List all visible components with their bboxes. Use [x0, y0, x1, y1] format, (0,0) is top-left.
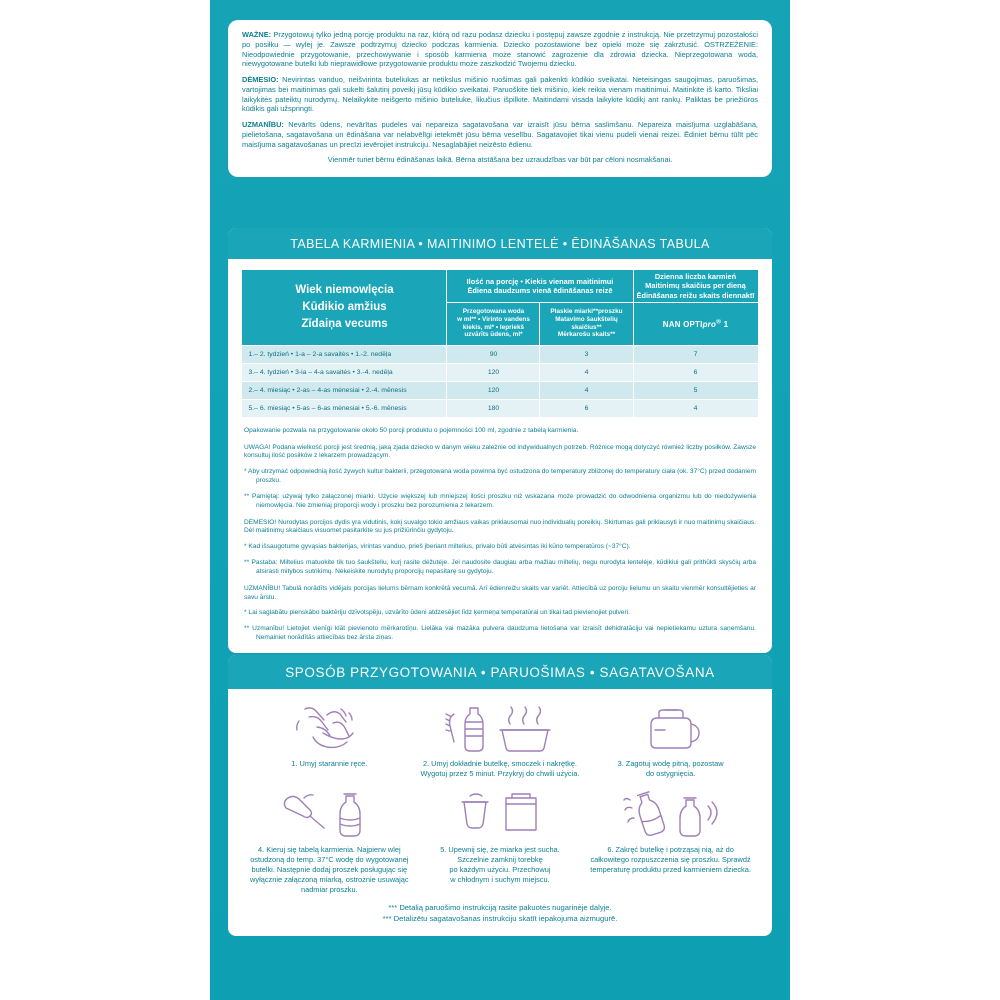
preparation-step	[415, 781, 586, 897]
feeding-table-panel	[228, 228, 772, 653]
note-lv-star1: * Lai saglabātu pienskābo baktēriju dzīvotspēju, uzvārīto ūdeni atdzesējiet līdz ķermeņa temperatūrai un tikai tad pievienojiet pulveri.	[244, 609, 630, 617]
bottle-brush-pot-icon	[419, 701, 582, 755]
row-0-age: 1.– 2. tydzień • 1-a – 2-a savaitės • 1.-2. nedēļa	[242, 345, 447, 363]
header-count-line1: Dzienna liczba karmień	[654, 272, 737, 281]
preparation-step	[244, 781, 415, 897]
row-3-scoops: 6	[540, 399, 633, 417]
product-name-italic: pro	[702, 319, 717, 329]
warning-lead-lt: DĖMESIO:	[242, 75, 279, 85]
header-water-line4: uzvārīts ūdens, ml*	[464, 331, 523, 339]
row-0-feeds: 7	[633, 345, 758, 363]
preparation-step	[585, 695, 756, 781]
feeding-table-title: TABELA KARMIENIA • MAITINIMO LENTELĖ • ĒDINĀŠANAS TABULA	[228, 228, 772, 259]
note-lt-star1: * Kad išsaugotume gyvąsias bakterijas, virintas vanduo, prieš įberiant miltelius, privalo būti atvėsintas iki kūno temperatūros (~37°C).	[244, 543, 631, 551]
preparation-footer	[228, 902, 772, 924]
row-1-age: 3.– 4. tydzień • 3-ia – 4-a savaitės • 3.-4. nedēļa	[242, 363, 447, 381]
shake-bottle-icon	[589, 787, 752, 841]
note-demesio-lt: DĖMESIO! Nurodytas porcijos dydis yra vidutinis, kokį suvalgo tokio amžiaus vaikas priklausomai nuo individualių poreikių. Skirtumas gali priklausyti ir nuo maitinimų skaičiaus. Dėl maitinimų skaičiaus visuomet pasitarkite su jus prižiūrinčiu gydytoju.	[244, 518, 756, 535]
header-water-column	[447, 302, 540, 345]
warning-text-lv: Nevārīts ūdens, nevārītas pudeles vai nepareiza sagatavošana var izraisīt jūsu bērna saslimšanu. Nepareiza maisījuma uzglabāšana, pielietošana, sagatavošana un ēdināšana var nelabvēlīgi ietekmēt jūsu bērna veselību. Sagatavojiet tikai vienu pudeli vienai reizei. Ēdiniet bērnu tūlīt pēc maisījuma sagatavošanas un precīzi ievērojiet instrukciju. Nesaglabājiet neizēsto ēdienu.	[242, 120, 758, 149]
label-background	[210, 0, 790, 1000]
warning-text-lt: Nevirintas vanduo, neišvirinta buteliukas ar netikslus mišinio ruošimas gali pakenkti kūdikio sveikatai. Neteisingas saugojimas, paruošimas, vartojimas bei maitinimas gali sukelti šalutinį poveikį jūsų kūdikio sveikatai. Paruoškite tiek mišinio, kiek reikia vienam maitinimui. Maitinkite iš karto. Tiksliai laikykitės pateiktų nurodymų. Nelaikykite neišgerto mišinio buteliuke, likučius išpilkite. Maitindami visada laikykite kūdikį ant rankų. Paliktas be priežiūros kūdikis gali užspringti.	[242, 75, 758, 114]
header-water-line3: kiekis, ml* • Iepriekš	[462, 323, 525, 331]
header-scoops-line2: Matavimo šaukštelių	[555, 316, 618, 324]
preparation-step-caption: 3. Zagotuj wodę pitną, pozostaw do ostygnięcia.	[617, 759, 724, 778]
row-2-scoops: 4	[540, 381, 633, 399]
scoop-bottle-icon	[248, 787, 411, 841]
preparation-step-caption: 1. Umyj starannie ręce.	[291, 759, 368, 768]
preparation-footer-lv: *** Detalizētu sagatavošanas instrukciju skatīt iepakojuma aizmugurē.	[382, 914, 618, 924]
warning-block-lv	[242, 120, 758, 149]
preparation-step-caption: 6. Zakręć butelkę i potrząsaj nią, aż do całkowitego rozpuszczenia się proszku. Sprawdź temperaturę produktu przed karmieniem dziecka.	[590, 844, 751, 874]
header-age-lv: Zīdaiņa vecums	[301, 317, 388, 330]
header-count-line3: Ēdināšanas reižu skaits diennaktī	[636, 290, 755, 300]
warning-block-lt	[242, 75, 758, 114]
row-2-age: 2.– 4. miesiąc • 2-as – 4-as mėnesiai • 2.-4. mēnesis	[242, 381, 447, 399]
table-row	[242, 345, 758, 363]
note-pl-star2: ** Pamiętaj: używaj tylko załączonej miarki. Użycie większej lub mniejszej ilości proszku niż wskazana może prowadzić do odwodnienia organizmu lub do niedożywienia niemowlęcia. Nie zmieniaj proporcji wody i proszku bez porozumienia z lekarzem.	[244, 492, 756, 509]
row-3-water: 180	[447, 399, 540, 417]
table-header-row-1	[242, 270, 758, 303]
row-3-age: 5.– 6. miesiąc • 5-as – 6-as mėnesiai • 5.-6. mēnesis	[242, 399, 447, 417]
preparation-step	[585, 781, 756, 897]
row-3-feeds: 4	[633, 399, 758, 417]
warning-block-pl	[242, 30, 758, 69]
preparation-footer-lt: *** Detalią paruošimo instrukciją rasite pakuotės nugarinėje dalyje.	[388, 903, 612, 913]
washing-hands-icon	[248, 701, 411, 755]
header-amount-line2: Ēdiena daudzums vienā ēdināšanas reizē	[467, 285, 613, 295]
table-row	[242, 381, 758, 399]
row-1-scoops: 4	[540, 363, 633, 381]
preparation-title: SPOSÓB PRZYGOTOWANIA • PARUOŠIMAS • SAGATAVOŠANA	[228, 655, 772, 689]
header-count-group	[633, 270, 758, 303]
warning-panel	[228, 20, 772, 177]
row-1-feeds: 6	[633, 363, 758, 381]
note-servings: Opakowanie pozwala na przygotowanie około 50 porcji produktu o pojemności 100 ml, zgodnie z tabelą karmienia.	[244, 426, 579, 434]
table-row	[242, 399, 758, 417]
preparation-panel	[228, 655, 772, 936]
row-1-water: 120	[447, 363, 540, 381]
note-pl-star1: * Aby utrzymać odpowiednią ilość żywych kultur bakterii, przegotowana woda powinna być ostudzona do temperatury zbliżonej do temperatury ciała (ok. 37°C) przed dodaniem proszku.	[244, 468, 756, 485]
note-uwaga-pl: UWAGA! Podana wielkość porcji jest średnią, jaką zjada dziecko w danym wieku zależnie od indywidualnych potrzeb. Różnice mogą dotyczyć również liczby posiłków. Zawsze konsultuj ilość posiłków z lekarzem prowadzącym.	[244, 443, 756, 460]
preparation-step-caption: 4. Kieruj się tabelą karmienia. Najpierw wlej ostudzoną do temp. 37°C wodę do wygotowanej butelki. Następnie dodaj proszek posługując się wyłącznie załączoną miarką, ostrożnie usuwając nadmiar proszku.	[250, 844, 409, 894]
header-scoops-line1: Płaskie miarki**proszku	[550, 308, 623, 316]
preparation-step-caption: 5. Upewnij się, że miarka jest sucha. Szczelnie zamknij torebkę po każdym użyciu. Przechowuj w chłodnym i suchym miejscu.	[440, 844, 560, 884]
header-count-line2: Maitinimų skaičius per dieną	[645, 281, 746, 291]
warning-text-pl: Przygotowuj tylko jedną porcję produktu na raz, którą od razu podasz dziecku i postępuj zawsze zgodnie z instrukcją. Nie przetrzymuj pozostałości po posiłku — wylej je. Zawsze podtrzymuj dziecko podczas karmienia. Dziecko pozostawione bez opieki może się zakrztusić. OSTRZEŻENIE: Nieodpowiednie przygotowanie, przechowywanie i sposób karmienia może stanowić zagrożenie dla zdrowia dziecka. Nieprzegotowana woda, niewygotowane butelki lub nieprawidłowe przygotowanie produktu może zaszkodzić Twojemu dziecku.	[242, 30, 758, 69]
preparation-step	[244, 695, 415, 781]
product-name-registered: ®	[716, 318, 722, 326]
product-name-number: 1	[721, 319, 729, 329]
dry-scoop-icon	[419, 787, 582, 841]
warning-lead-pl: WAŻNE:	[242, 30, 272, 39]
header-product-name	[633, 302, 758, 345]
preparation-step	[415, 695, 586, 781]
table-row	[242, 363, 758, 381]
note-uzmanibu-lv: UZMANĪBU! Tabulā norādīts vidējais porcijas lielums bērnam konkrētā vecumā. Arī ēdienreižu skaits var variēt. Attiecībā uz porciju lielumu un skaitu vienmēr konsultējieties ar savu ārstu.	[244, 584, 756, 601]
header-scoops-line4: Mērkarošu skaits**	[557, 331, 616, 339]
warning-block-lv-extra: Vienmēr turiet bērnu ēdināšanas laikā. Bērna atstāšana bez uzraudzības var būt par cēloni nosmakšanai.	[327, 155, 673, 165]
note-lt-star2: ** Pastaba: Miltelius matuokite tik tuo šaukšteliu, kurį rasite dėžutėje. Jei naudosite daugiau arba mažiau miltelių, negu nurodyta lentelėje, kūdikiui gali prithūkti skysčių arba atsirasti mitybos sutrikimų. Nekeiskite nurodytų proporcijų nepasitarę su gydytoju.	[244, 559, 756, 575]
product-name-plain: NAN OPTI	[662, 319, 703, 329]
header-water-line2: w ml** • Virinto vandens	[457, 316, 530, 324]
header-age-pl: Wiek niemowlęcia	[295, 284, 394, 297]
product-name-text	[663, 320, 729, 329]
row-0-scoops: 3	[540, 345, 633, 363]
note-lv-star2: ** Uzmanību! Lietojiet vienīgi klāt pievienoto mērkarotīņu. Lielāka vai mazāka pulvera daudzuma lietošana var izraisīt dehidratāciju vai nepietiekamu uztura saņemšanu. Nemainiet norādītās attiecības bez ārsta ziņas.	[244, 625, 756, 641]
header-scoops-line3: skaičius**	[571, 323, 602, 331]
row-2-feeds: 5	[633, 381, 758, 399]
header-age-lt: Kūdikio amžius	[302, 301, 387, 314]
header-age-cell	[242, 270, 447, 346]
feeding-table	[241, 269, 758, 418]
row-0-water: 90	[447, 345, 540, 363]
row-2-water: 120	[447, 381, 540, 399]
warning-lead-lv: UZMANĪBU:	[242, 120, 284, 130]
header-amount-line1: Ilość na porcję • Kiekis vienam maitinimui	[466, 276, 614, 286]
header-water-line1: Przegotowana woda	[462, 308, 525, 316]
header-amount-group	[447, 270, 633, 303]
header-scoops-column	[540, 302, 633, 345]
preparation-steps	[228, 689, 772, 896]
kettle-icon	[589, 701, 752, 755]
preparation-step-caption: 2. Umyj dokładnie butelkę, smoczek i nakrętkę. Wygotuj przez 5 minut. Przykryj do chwili użycia.	[420, 759, 580, 778]
